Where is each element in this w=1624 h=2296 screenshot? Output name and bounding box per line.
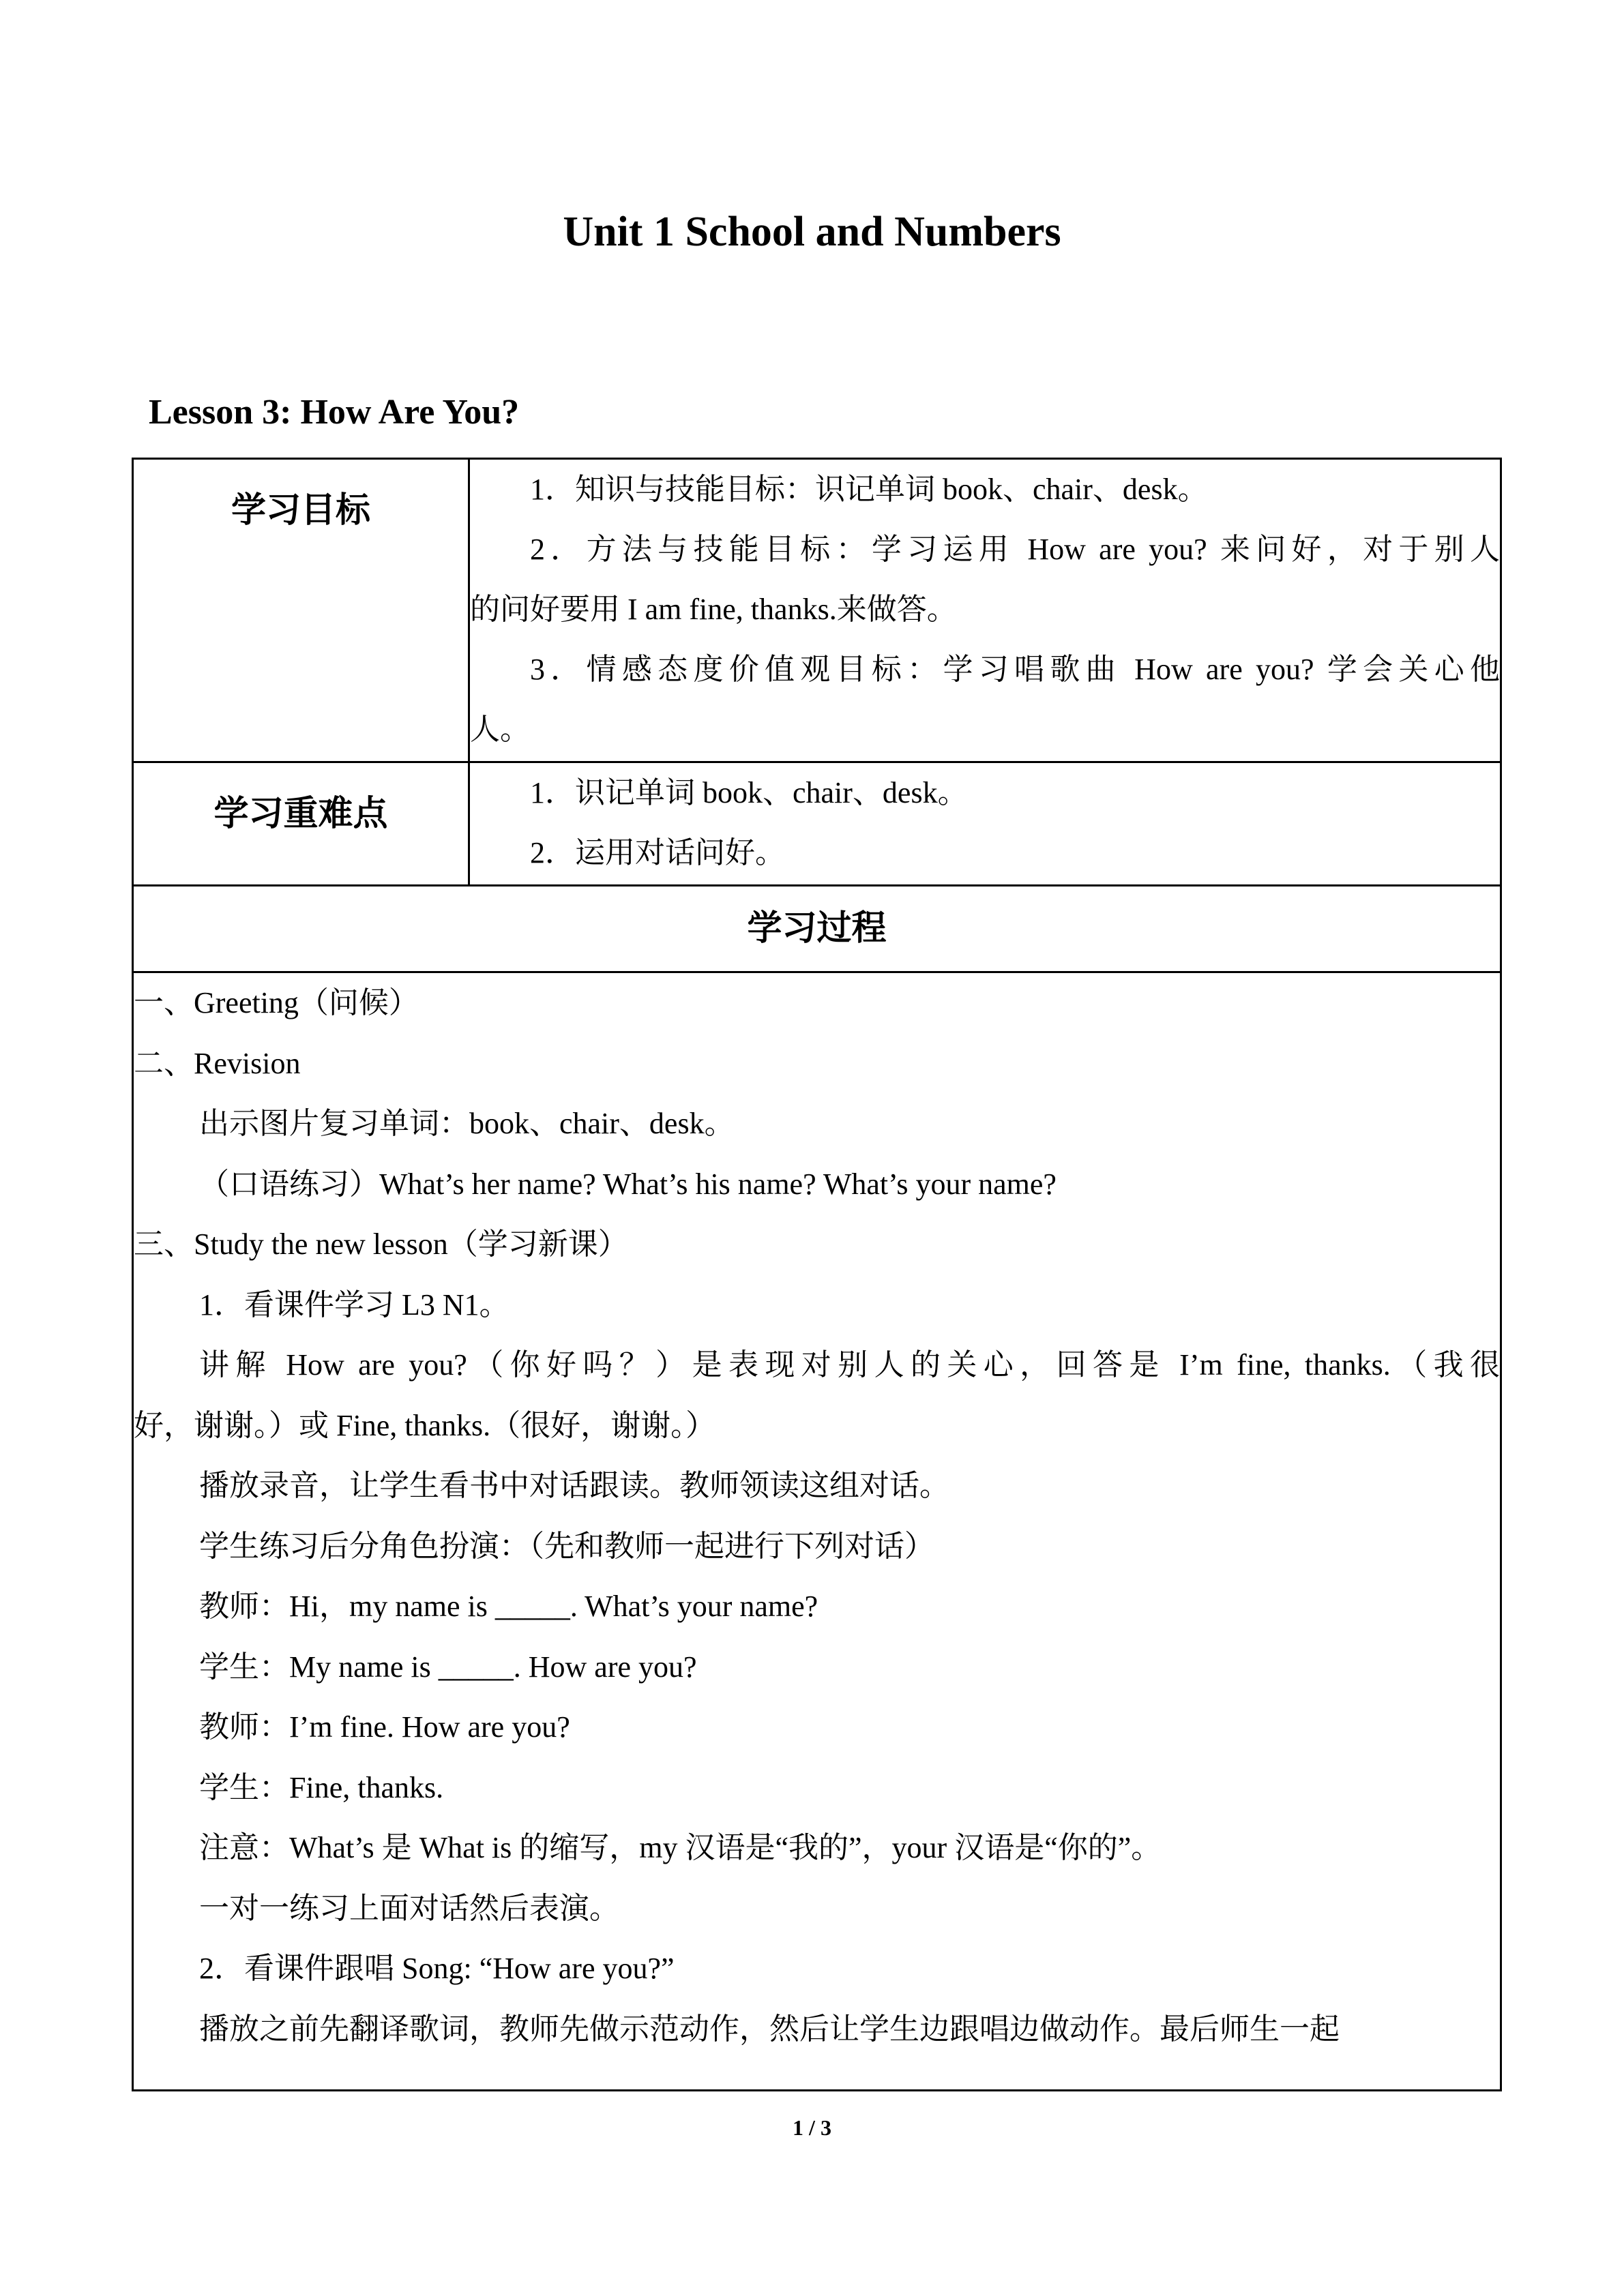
objectives-content <box>469 459 1501 762</box>
process-line: 一、Greeting（问候） <box>134 986 419 1019</box>
process-line: 二、Revision <box>134 1046 301 1080</box>
process-line: 1．看课件学习 L3 N1。 <box>199 1287 510 1322</box>
objectives-label: 学习目标 <box>133 459 469 762</box>
objective-line-3b: 人。 <box>470 713 530 746</box>
document-title: Unit 1 School and Numbers <box>563 209 1061 255</box>
objective-line-3a: 3．情感态度价值观目标：学习唱歌曲 How are you? 学会关心他 <box>530 653 1500 686</box>
process-line: 教师：Hi，my name is _____. What’s your name? <box>199 1590 818 1623</box>
objectives-row <box>133 459 1501 762</box>
page-number: 1 / 3 <box>793 2115 831 2140</box>
process-line: 注意：What’s 是 What is 的缩写，my 汉语是“我的”，your 汉语是“你的”。 <box>199 1831 1162 1864</box>
objective-line-2a: 2．方法与技能目标：学习运用 How are you? 来问好，对于别人 <box>530 533 1500 566</box>
process-line: 学生：My name is _____. How are you? <box>199 1650 697 1684</box>
process-content <box>133 972 1501 2091</box>
process-line: （口语练习）What’s her name? What’s his name? What’s your name? <box>199 1167 1057 1201</box>
process-header-row <box>133 886 1501 972</box>
process-line: 播放之前先翻译歌词，教师先做示范动作，然后让学生边跟唱边做动作。最后师生一起 <box>199 2012 1340 2046</box>
process-line: 2．看课件跟唱 Song: “How are you?” <box>199 1952 675 1985</box>
key-point-line-1: 1．识记单词 book、chair、desk。 <box>530 776 968 809</box>
process-line: 好，谢谢。）或 Fine, thanks.（很好，谢谢。） <box>134 1408 716 1442</box>
process-line: 出示图片复习单词：book、chair、desk。 <box>199 1107 735 1140</box>
key-point-line-2: 2．运用对话问好。 <box>530 836 785 869</box>
lesson-plan-table <box>132 458 1502 2091</box>
process-line: 教师：I’m fine. How are you? <box>199 1710 570 1744</box>
process-line: 播放录音，让学生看书中对话跟读。教师领读这组对话。 <box>199 1469 949 1502</box>
process-label: 学习过程 <box>133 886 1501 972</box>
key-points-row <box>133 762 1501 886</box>
process-line: 学生练习后分角色扮演：（先和教师一起进行下列对话） <box>199 1529 934 1563</box>
process-line: 学生：Fine, thanks. <box>199 1770 444 1804</box>
objective-line-2b: 的问好要用 I am fine, thanks.来做答。 <box>470 593 957 626</box>
process-line: 讲解 How are you?（你好吗？）是表现对别人的关心，回答是 I’m fine, thanks.（我很 <box>199 1348 1500 1382</box>
process-line: 三、Study the new lesson（学习新课） <box>134 1227 628 1261</box>
objective-line-1: 1．知识与技能目标：识记单词 book、chair、desk。 <box>530 473 1208 506</box>
key-points-content <box>469 762 1501 886</box>
process-line: 一对一练习上面对话然后表演。 <box>199 1891 619 1925</box>
lesson-heading: Lesson 3: How Are You? <box>149 393 520 432</box>
key-points-label: 学习重难点 <box>133 762 469 886</box>
process-row <box>133 972 1501 2091</box>
